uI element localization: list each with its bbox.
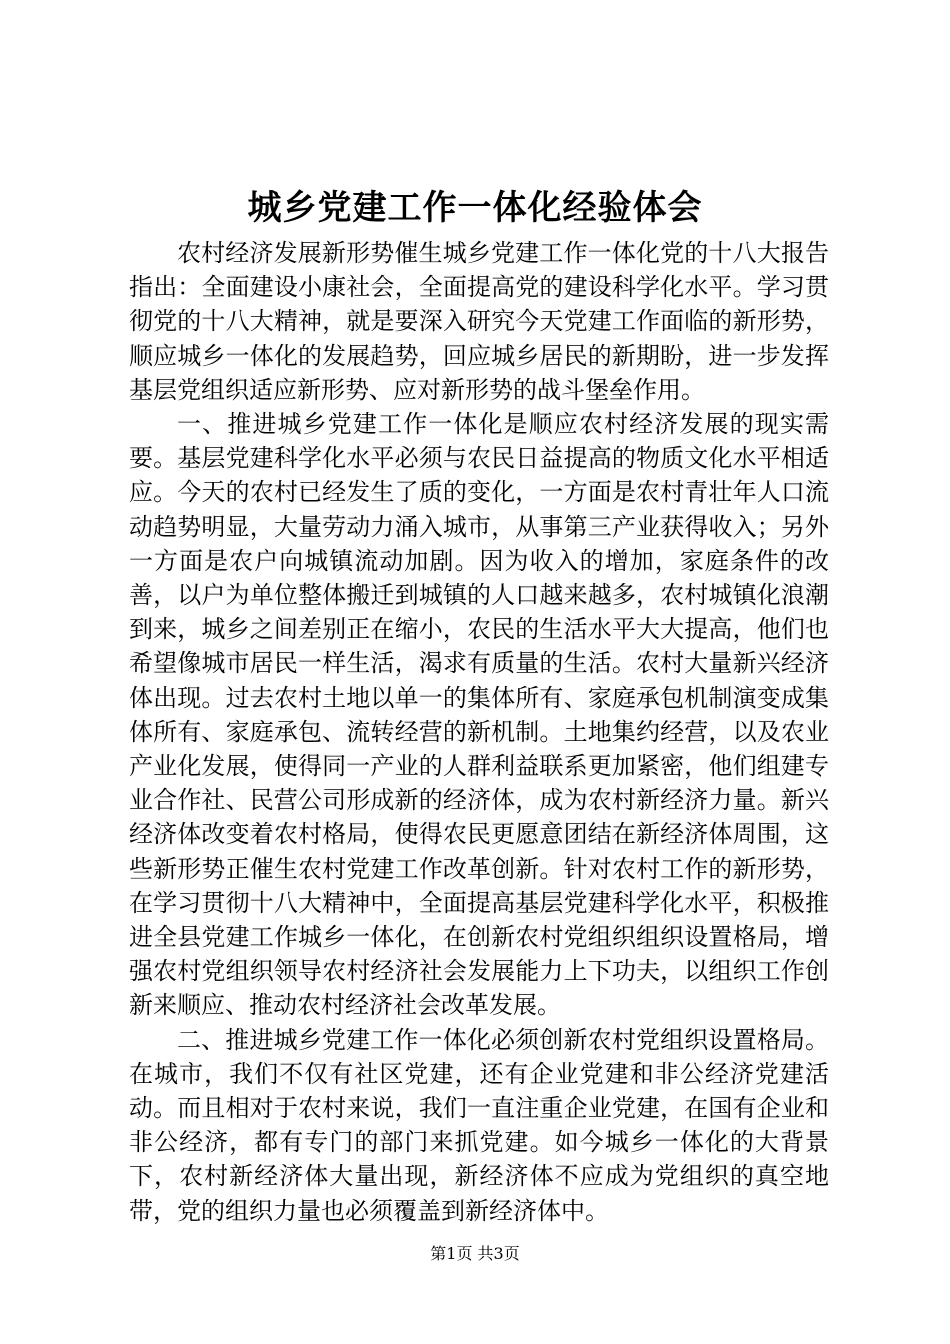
paragraph-intro: 农村经济发展新形势催生城乡党建工作一体化党的十八大报告指出：全面建设小康社会，全面提高党的建设科学化水平。学习贯彻党的十八大精神，就是要深入研究今天党建工作面临的新形势，顺应城乡一体化的发展趋势，回应城乡居民的新期盼，进一步发挥基层党组织适应新形势、应对新形势的战斗堡垒作用。: [129, 239, 829, 404]
paragraph-section-two: 二、推进城乡党建工作一体化必须创新农村党组织设置格局。在城市，我们不仅有社区党建，还有企业党建和非公经济党建活动。而且相对于农村来说，我们一直注重企业党建，在国有企业和非公经济，都有专门的部门来抓党建。如今城乡一体化的大背景下，农村新经济体大量出现，新经济体不应成为党组织的真空地带，党的组织力量也必须覆盖到新经济体中。: [129, 1025, 829, 1225]
paragraph-section-one: 一、推进城乡党建工作一体化是顺应农村经济发展的现实需要。基层党建科学化水平必须与农民日益提高的物质文化水平相适应。今天的农村已经发生了质的变化，一方面是农村青壮年人口流动趋势明显，大量劳动力涌入城市，从事第三产业获得收入；另外一方面是农户向城镇流动加剧。因为收入的增加，家庭条件的改善，以户为单位整体搬迁到城镇的人口越来越多，农村城镇化浪潮到来，城乡之间差别正在缩小，农民的生活水平大大提高，他们也希望像城市居民一样生活，渴求有质量的生活。农村大量新兴经济体出现。过去农村土地以单一的集体所有、家庭承包机制演变成集体所有、家庭承包、流转经营的新机制。土地集约经营，以及农业产业化发展，使得同一产业的人群利益联系更加紧密，他们组建专业合作社、民营公司形成新的经济体，成为农村新经济力量。新兴经济体改变着农村格局，使得农民更愿意团结在新经济体周围，这些新形势正催生农村党建工作改革创新。针对农村工作的新形势，在学习贯彻十八大精神中，全面提高基层党建科学化水平，积极推进全县党建工作城乡一体化，在创新农村党组织组织设置格局，增强农村党组织领导农村经济社会发展能力上下功夫，以组织工作创新来顺应、推动农村经济社会改革发展。: [129, 410, 829, 1020]
document-title: 城乡党建工作一体化经验体会: [247, 188, 703, 228]
page-number-footer: 第1页 共3页: [430, 1244, 520, 1263]
document-body: [129, 236, 829, 1228]
